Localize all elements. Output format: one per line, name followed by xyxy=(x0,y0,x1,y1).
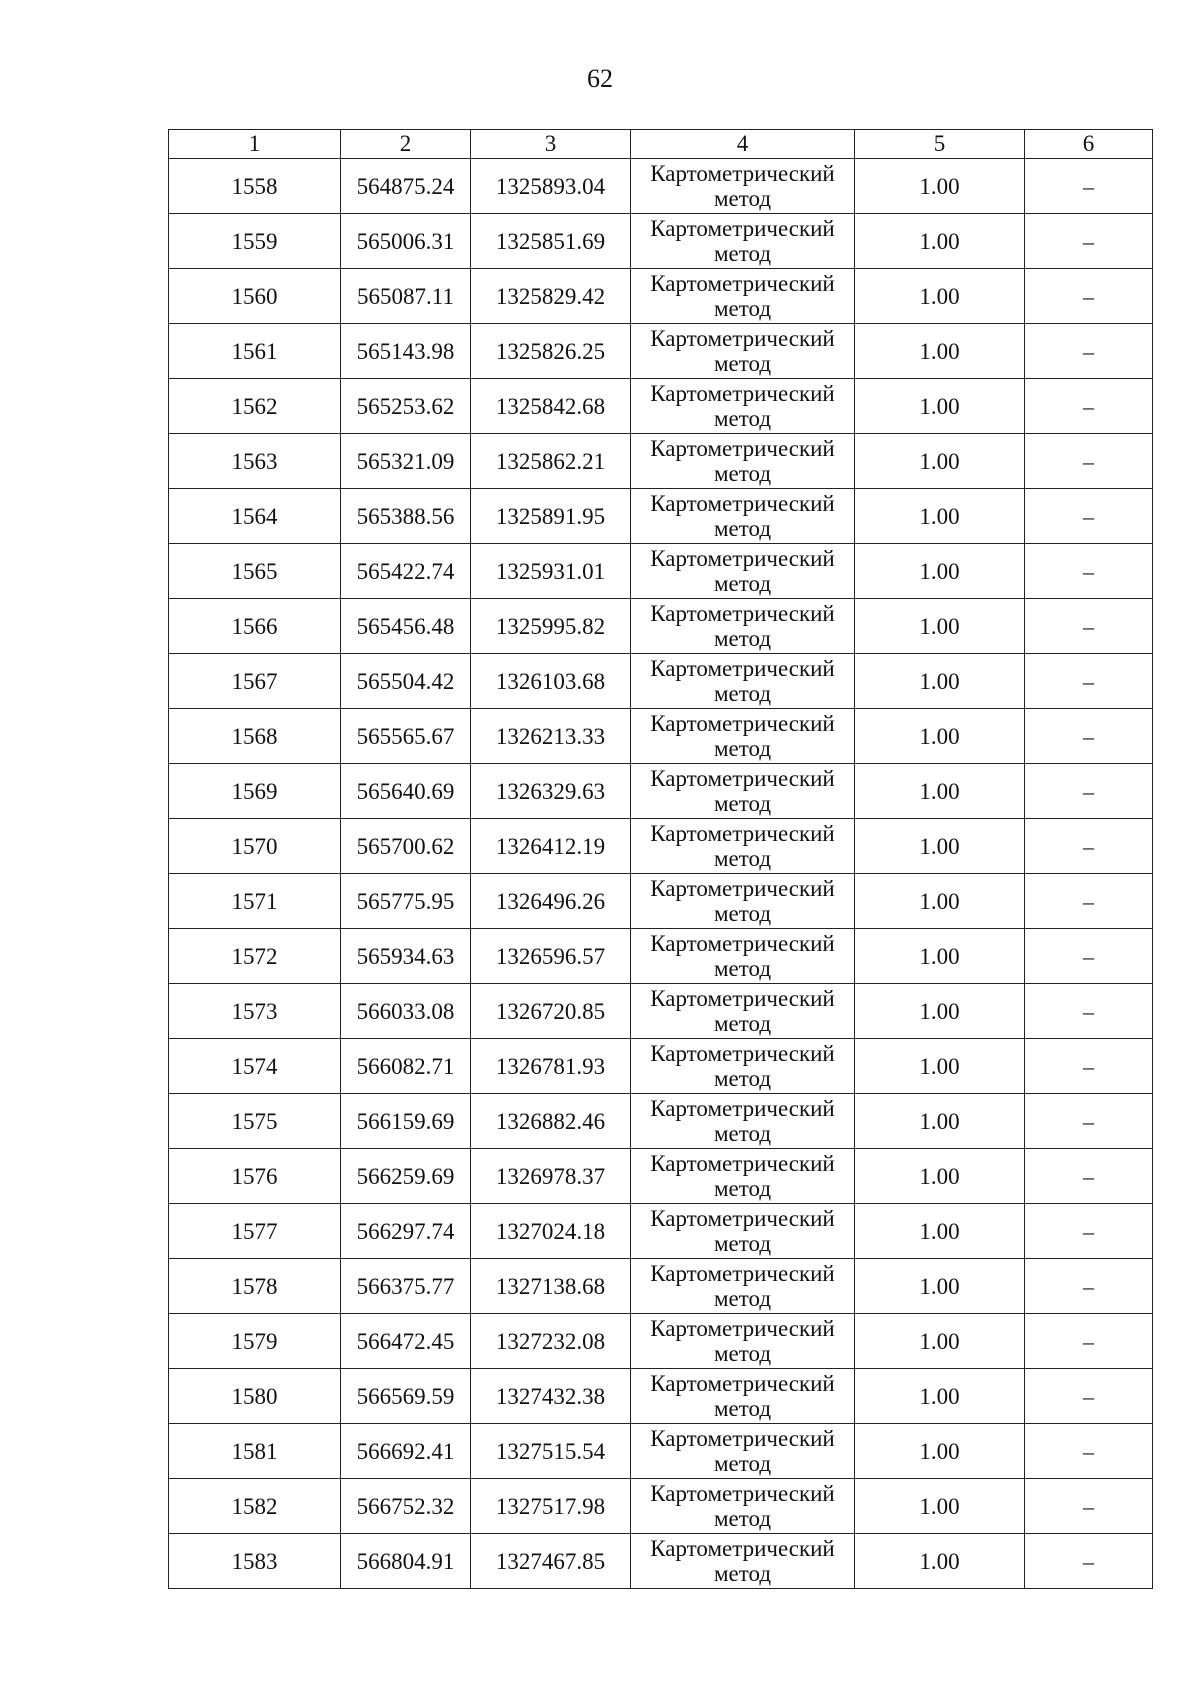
note-cell: – xyxy=(1025,764,1153,819)
accuracy-cell: 1.00 xyxy=(855,489,1025,544)
table-row xyxy=(169,654,1153,709)
note-cell: – xyxy=(1025,819,1153,874)
point-number-cell: 1569 xyxy=(169,764,341,819)
accuracy-cell: 1.00 xyxy=(855,654,1025,709)
table-row xyxy=(169,1259,1153,1314)
point-number-cell: 1558 xyxy=(169,159,341,214)
column-header-5: 5 xyxy=(855,130,1025,159)
y-coordinate-cell: 1326596.57 xyxy=(471,929,631,984)
method-label-line2: метод xyxy=(713,1341,772,1366)
y-coordinate-cell: 1326103.68 xyxy=(471,654,631,709)
y-coordinate-cell: 1325826.25 xyxy=(471,324,631,379)
table-row xyxy=(169,1479,1153,1534)
note-cell: – xyxy=(1025,1204,1153,1259)
accuracy-cell: 1.00 xyxy=(855,1314,1025,1369)
x-coordinate-cell: 565934.63 xyxy=(341,929,471,984)
method-label-line2: метод xyxy=(713,461,772,486)
x-coordinate-cell: 566159.69 xyxy=(341,1094,471,1149)
note-cell: – xyxy=(1025,159,1153,214)
x-coordinate-cell: 565565.67 xyxy=(341,709,471,764)
method-cell xyxy=(631,1479,855,1534)
method-cell xyxy=(631,984,855,1039)
x-coordinate-cell: 566375.77 xyxy=(341,1259,471,1314)
method-cell xyxy=(631,1039,855,1094)
table-body xyxy=(169,159,1153,1589)
x-coordinate-cell: 565253.62 xyxy=(341,379,471,434)
y-coordinate-cell: 1326720.85 xyxy=(471,984,631,1039)
table-row xyxy=(169,1039,1153,1094)
accuracy-cell: 1.00 xyxy=(855,1479,1025,1534)
note-cell: – xyxy=(1025,1314,1153,1369)
point-number-cell: 1559 xyxy=(169,214,341,269)
table-row xyxy=(169,1534,1153,1589)
method-label-line2: метод xyxy=(713,406,772,431)
note-cell: – xyxy=(1025,324,1153,379)
header-row xyxy=(169,130,1153,159)
y-coordinate-cell: 1326882.46 xyxy=(471,1094,631,1149)
table-row xyxy=(169,1424,1153,1479)
point-number-cell: 1565 xyxy=(169,544,341,599)
method-label-line1: Картометрический xyxy=(650,271,835,296)
method-cell xyxy=(631,819,855,874)
x-coordinate-cell: 566472.45 xyxy=(341,1314,471,1369)
method-label-line1: Картометрический xyxy=(650,821,835,846)
method-label-line1: Картометрический xyxy=(650,326,835,351)
method-cell xyxy=(631,214,855,269)
accuracy-cell: 1.00 xyxy=(855,1424,1025,1479)
method-label-line1: Картометрический xyxy=(650,601,835,626)
note-cell: – xyxy=(1025,1149,1153,1204)
method-label-line1: Картометрический xyxy=(650,1426,835,1451)
method-label-line2: метод xyxy=(713,626,772,651)
accuracy-cell: 1.00 xyxy=(855,324,1025,379)
accuracy-cell: 1.00 xyxy=(855,544,1025,599)
x-coordinate-cell: 566082.71 xyxy=(341,1039,471,1094)
table-row xyxy=(169,269,1153,324)
note-cell: – xyxy=(1025,214,1153,269)
accuracy-cell: 1.00 xyxy=(855,764,1025,819)
note-cell: – xyxy=(1025,379,1153,434)
x-coordinate-cell: 564875.24 xyxy=(341,159,471,214)
y-coordinate-cell: 1325891.95 xyxy=(471,489,631,544)
point-number-cell: 1580 xyxy=(169,1369,341,1424)
x-coordinate-cell: 565700.62 xyxy=(341,819,471,874)
method-label-line1: Картометрический xyxy=(650,1536,835,1561)
column-header-1: 1 xyxy=(169,130,341,159)
point-number-cell: 1563 xyxy=(169,434,341,489)
y-coordinate-cell: 1326781.93 xyxy=(471,1039,631,1094)
column-header-3: 3 xyxy=(471,130,631,159)
point-number-cell: 1578 xyxy=(169,1259,341,1314)
method-label-line1: Картометрический xyxy=(650,1041,835,1066)
x-coordinate-cell: 566804.91 xyxy=(341,1534,471,1589)
x-coordinate-cell: 565504.42 xyxy=(341,654,471,709)
y-coordinate-cell: 1325931.01 xyxy=(471,544,631,599)
table-row xyxy=(169,324,1153,379)
method-label-line2: метод xyxy=(713,791,772,816)
y-coordinate-cell: 1326213.33 xyxy=(471,709,631,764)
method-cell xyxy=(631,874,855,929)
accuracy-cell: 1.00 xyxy=(855,819,1025,874)
x-coordinate-cell: 566752.32 xyxy=(341,1479,471,1534)
point-number-cell: 1577 xyxy=(169,1204,341,1259)
note-cell: – xyxy=(1025,984,1153,1039)
method-label-line2: метод xyxy=(713,516,772,541)
accuracy-cell: 1.00 xyxy=(855,159,1025,214)
point-number-cell: 1573 xyxy=(169,984,341,1039)
method-label-line1: Картометрический xyxy=(650,986,835,1011)
point-number-cell: 1574 xyxy=(169,1039,341,1094)
table-row xyxy=(169,434,1153,489)
x-coordinate-cell: 566692.41 xyxy=(341,1424,471,1479)
y-coordinate-cell: 1326329.63 xyxy=(471,764,631,819)
accuracy-cell: 1.00 xyxy=(855,269,1025,324)
method-label-line2: метод xyxy=(713,736,772,761)
table-row xyxy=(169,819,1153,874)
page-number: 62 xyxy=(587,64,613,93)
y-coordinate-cell: 1327515.54 xyxy=(471,1424,631,1479)
y-coordinate-cell: 1327517.98 xyxy=(471,1479,631,1534)
method-label-line1: Картометрический xyxy=(650,711,835,736)
accuracy-cell: 1.00 xyxy=(855,434,1025,489)
column-header-6: 6 xyxy=(1025,130,1153,159)
point-number-cell: 1561 xyxy=(169,324,341,379)
method-label-line2: метод xyxy=(713,681,772,706)
point-number-cell: 1583 xyxy=(169,1534,341,1589)
method-cell xyxy=(631,159,855,214)
point-number-cell: 1560 xyxy=(169,269,341,324)
note-cell: – xyxy=(1025,654,1153,709)
x-coordinate-cell: 565087.11 xyxy=(341,269,471,324)
y-coordinate-cell: 1326978.37 xyxy=(471,1149,631,1204)
accuracy-cell: 1.00 xyxy=(855,1259,1025,1314)
method-label-line1: Картометрический xyxy=(650,1206,835,1231)
method-label-line1: Картометрический xyxy=(650,1261,835,1286)
method-label-line1: Картометрический xyxy=(650,161,835,186)
accuracy-cell: 1.00 xyxy=(855,709,1025,764)
method-cell xyxy=(631,489,855,544)
method-label-line2: метод xyxy=(713,241,772,266)
method-cell xyxy=(631,929,855,984)
method-label-line2: метод xyxy=(713,1561,772,1586)
point-number-cell: 1576 xyxy=(169,1149,341,1204)
method-label-line1: Картометрический xyxy=(650,1481,835,1506)
method-label-line2: метод xyxy=(713,1066,772,1091)
point-number-cell: 1567 xyxy=(169,654,341,709)
method-label-line1: Картометрический xyxy=(650,656,835,681)
method-label-line1: Картометрический xyxy=(650,546,835,571)
method-cell xyxy=(631,1534,855,1589)
column-header-4: 4 xyxy=(631,130,855,159)
accuracy-cell: 1.00 xyxy=(855,1204,1025,1259)
point-number-cell: 1581 xyxy=(169,1424,341,1479)
method-cell xyxy=(631,1369,855,1424)
method-cell xyxy=(631,434,855,489)
table-row xyxy=(169,1314,1153,1369)
point-number-cell: 1566 xyxy=(169,599,341,654)
x-coordinate-cell: 565321.09 xyxy=(341,434,471,489)
y-coordinate-cell: 1325829.42 xyxy=(471,269,631,324)
note-cell: – xyxy=(1025,1039,1153,1094)
method-cell xyxy=(631,1149,855,1204)
table-row xyxy=(169,929,1153,984)
note-cell: – xyxy=(1025,269,1153,324)
method-label-line1: Картометрический xyxy=(650,766,835,791)
table-row xyxy=(169,984,1153,1039)
method-label-line1: Картометрический xyxy=(650,1096,835,1121)
point-number-cell: 1571 xyxy=(169,874,341,929)
method-label-line1: Картометрический xyxy=(650,216,835,241)
x-coordinate-cell: 565143.98 xyxy=(341,324,471,379)
method-cell xyxy=(631,1204,855,1259)
method-cell xyxy=(631,1259,855,1314)
table-row xyxy=(169,159,1153,214)
y-coordinate-cell: 1327138.68 xyxy=(471,1259,631,1314)
y-coordinate-cell: 1325893.04 xyxy=(471,159,631,214)
y-coordinate-cell: 1325842.68 xyxy=(471,379,631,434)
method-label-line2: метод xyxy=(713,1396,772,1421)
method-cell xyxy=(631,1314,855,1369)
table-row xyxy=(169,1369,1153,1424)
note-cell: – xyxy=(1025,929,1153,984)
x-coordinate-cell: 565388.56 xyxy=(341,489,471,544)
method-cell xyxy=(631,1094,855,1149)
x-coordinate-cell: 566033.08 xyxy=(341,984,471,1039)
table-row xyxy=(169,1149,1153,1204)
y-coordinate-cell: 1325995.82 xyxy=(471,599,631,654)
x-coordinate-cell: 565456.48 xyxy=(341,599,471,654)
point-number-cell: 1582 xyxy=(169,1479,341,1534)
method-label-line2: метод xyxy=(713,1011,772,1036)
method-cell xyxy=(631,764,855,819)
table-row xyxy=(169,874,1153,929)
y-coordinate-cell: 1327024.18 xyxy=(471,1204,631,1259)
point-number-cell: 1568 xyxy=(169,709,341,764)
method-label-line2: метод xyxy=(713,1176,772,1201)
point-number-cell: 1575 xyxy=(169,1094,341,1149)
method-label-line1: Картометрический xyxy=(650,876,835,901)
point-number-cell: 1579 xyxy=(169,1314,341,1369)
coordinates-table xyxy=(168,129,1153,1589)
method-cell xyxy=(631,324,855,379)
x-coordinate-cell: 566569.59 xyxy=(341,1369,471,1424)
table-row xyxy=(169,764,1153,819)
accuracy-cell: 1.00 xyxy=(855,1369,1025,1424)
y-coordinate-cell: 1325851.69 xyxy=(471,214,631,269)
method-label-line2: метод xyxy=(713,1231,772,1256)
point-number-cell: 1572 xyxy=(169,929,341,984)
x-coordinate-cell: 566259.69 xyxy=(341,1149,471,1204)
table-row xyxy=(169,489,1153,544)
method-label-line1: Картометрический xyxy=(650,1371,835,1396)
accuracy-cell: 1.00 xyxy=(855,1094,1025,1149)
note-cell: – xyxy=(1025,874,1153,929)
accuracy-cell: 1.00 xyxy=(855,214,1025,269)
method-label-line1: Картометрический xyxy=(650,931,835,956)
accuracy-cell: 1.00 xyxy=(855,1534,1025,1589)
accuracy-cell: 1.00 xyxy=(855,1149,1025,1204)
method-label-line1: Картометрический xyxy=(650,491,835,516)
note-cell: – xyxy=(1025,709,1153,764)
note-cell: – xyxy=(1025,1369,1153,1424)
method-label-line1: Картометрический xyxy=(650,1316,835,1341)
y-coordinate-cell: 1325862.21 xyxy=(471,434,631,489)
method-label-line2: метод xyxy=(713,846,772,871)
method-label-line1: Картометрический xyxy=(650,436,835,461)
method-cell xyxy=(631,654,855,709)
x-coordinate-cell: 566297.74 xyxy=(341,1204,471,1259)
method-label-line2: метод xyxy=(713,956,772,981)
point-number-cell: 1564 xyxy=(169,489,341,544)
column-header-2: 2 xyxy=(341,130,471,159)
note-cell: – xyxy=(1025,1479,1153,1534)
method-label-line2: метод xyxy=(713,351,772,376)
note-cell: – xyxy=(1025,1424,1153,1479)
x-coordinate-cell: 565422.74 xyxy=(341,544,471,599)
method-label-line1: Картометрический xyxy=(650,1151,835,1176)
method-label-line2: метод xyxy=(713,1506,772,1531)
accuracy-cell: 1.00 xyxy=(855,379,1025,434)
accuracy-cell: 1.00 xyxy=(855,984,1025,1039)
method-cell xyxy=(631,544,855,599)
accuracy-cell: 1.00 xyxy=(855,929,1025,984)
x-coordinate-cell: 565775.95 xyxy=(341,874,471,929)
accuracy-cell: 1.00 xyxy=(855,874,1025,929)
method-label-line2: метод xyxy=(713,296,772,321)
accuracy-cell: 1.00 xyxy=(855,1039,1025,1094)
method-cell xyxy=(631,1424,855,1479)
table-row xyxy=(169,214,1153,269)
note-cell: – xyxy=(1025,1094,1153,1149)
table-row xyxy=(169,599,1153,654)
y-coordinate-cell: 1327232.08 xyxy=(471,1314,631,1369)
table-row xyxy=(169,709,1153,764)
method-cell xyxy=(631,269,855,324)
table-row xyxy=(169,379,1153,434)
x-coordinate-cell: 565640.69 xyxy=(341,764,471,819)
note-cell: – xyxy=(1025,1534,1153,1589)
method-label-line2: метод xyxy=(713,901,772,926)
note-cell: – xyxy=(1025,544,1153,599)
method-label-line2: метод xyxy=(713,1451,772,1476)
note-cell: – xyxy=(1025,599,1153,654)
y-coordinate-cell: 1326412.19 xyxy=(471,819,631,874)
table-row xyxy=(169,544,1153,599)
method-cell xyxy=(631,709,855,764)
method-label-line2: метод xyxy=(713,1121,772,1146)
method-cell xyxy=(631,599,855,654)
method-cell xyxy=(631,379,855,434)
table-row xyxy=(169,1204,1153,1259)
method-label-line2: метод xyxy=(713,1286,772,1311)
method-label-line2: метод xyxy=(713,186,772,211)
x-coordinate-cell: 565006.31 xyxy=(341,214,471,269)
method-label-line1: Картометрический xyxy=(650,381,835,406)
point-number-cell: 1570 xyxy=(169,819,341,874)
note-cell: – xyxy=(1025,489,1153,544)
note-cell: – xyxy=(1025,1259,1153,1314)
note-cell: – xyxy=(1025,434,1153,489)
y-coordinate-cell: 1326496.26 xyxy=(471,874,631,929)
y-coordinate-cell: 1327432.38 xyxy=(471,1369,631,1424)
accuracy-cell: 1.00 xyxy=(855,599,1025,654)
table-row xyxy=(169,1094,1153,1149)
y-coordinate-cell: 1327467.85 xyxy=(471,1534,631,1589)
method-label-line2: метод xyxy=(713,571,772,596)
point-number-cell: 1562 xyxy=(169,379,341,434)
